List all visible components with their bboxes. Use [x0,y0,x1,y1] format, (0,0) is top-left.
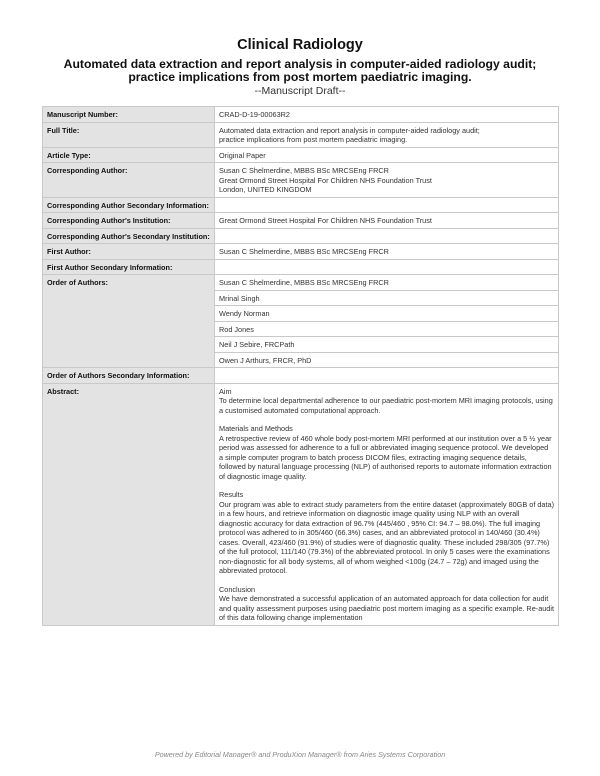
value [215,259,559,275]
row-first-author-secondary [43,259,559,275]
value [215,228,559,244]
label: Corresponding Author Secondary Information: [43,197,215,213]
value-line: London, UNITED KINGDOM [219,185,312,194]
value: Great Ormond Street Hospital For Children NHS Foundation Trust [215,213,559,229]
label: Corresponding Author: [43,163,215,198]
abstract-results [219,490,554,576]
value-line: Automated data extraction and report analysis in computer-aided radiology audit; [219,125,480,135]
row-order-of-authors [43,275,559,291]
abstract-conclusion [219,585,554,623]
label: Corresponding Author's Secondary Institution: [43,228,215,244]
section-heading: Materials and Methods [219,424,293,433]
value-line: practice implications from post mortem paediatric imaging. [219,135,408,144]
author-entry: Susan C Shelmerdine, MBBS BSc MRCSEng FRCR [215,275,559,291]
row-manuscript-number [43,107,559,123]
row-full-title [43,122,559,147]
label: Manuscript Number: [43,107,215,123]
label: First Author: [43,244,215,260]
section-text: A retrospective review of 460 whole body post-mortem MRI performed at our institution over a 5 ½ year period was assessed for adherence to a full or abbreviated imaging sequence protocol. We developed a simple computer program to batch process DICOM files, extracting imaging sequence details, followed by natural language processing (NLP) of authorised reports to automate information extraction of diagnostic image quality. [219,433,552,481]
draft-label: --Manuscript Draft-- [254,85,346,97]
author-entry: Neil J Sebire, FRCPath [215,337,559,353]
row-corresponding-secondary [43,197,559,213]
abstract-methods [219,424,554,481]
label: Abstract: [43,383,215,625]
value: CRAD-D-19-00063R2 [215,107,559,123]
footer-powered-by: Powered by Editorial Manager® and ProduXion Manager® from Aries Systems Corporation [154,750,446,759]
section-text: To determine local departmental adherence to our paediatric post-mortem MRI imaging protocols, using a customised automated computational approach. [219,396,553,415]
abstract-body [215,383,559,625]
label: Article Type: [43,147,215,163]
journal-name: Clinical Radiology [237,37,363,53]
label: First Author Secondary Information: [43,259,215,275]
section-heading: Conclusion [219,584,256,594]
row-corresponding-secondary-institution [43,228,559,244]
label: Order of Authors Secondary Information: [43,368,215,384]
author-entry: Owen J Arthurs, FRCR, PhD [215,352,559,368]
value: Susan C Shelmerdine, MBBS BSc MRCSEng FRCR [215,244,559,260]
manuscript-metadata-table [42,106,559,626]
row-abstract [43,383,559,625]
title-line-2: practice implications from post mortem paediatric imaging. [128,70,472,84]
author-entry: Wendy Norman [215,306,559,322]
value-line: Great Ormond Street Hospital For Children NHS Foundation Trust [219,175,432,185]
value [215,197,559,213]
author-entry: Mrinal Singh [215,290,559,306]
section-text: Our program was able to extract study parameters from the entire dataset (approximately 80GB of data) in a few hours, and retrieve information on diagnostic image quality using NLP with an overall diagnostic accuracy for data extraction of 96.7% (445/460 , 95% CI: 94.7 – 98.0%). The full imaging protocol was adhered to in 305/460 (66.3%) cases, and an abbreviated protocol in 140/460 (30.4%) cases. Overall, 423/460 (91.9%) of studies were of diagnostic quality. These included 298/305 (97.7%) of the full protocol, 111/140 (79.3%) of the abbreviated protocol. In only 5 cases were the examinations non-diagnostic for all body systems, all of whom weighed <100g (24.7 – 72g) and imaged using the abbreviated protocol. [219,499,555,575]
section-text: We have demonstrated a successful application of an automated approach for data collection for audit and quality assessment purposes using paediatric post mortem imaging as a specific example. Re-audit of this data following change implementation [219,594,555,622]
label: Full Title: [43,122,215,147]
row-article-type [43,147,559,163]
title-line-1: Automated data extraction and report analysis in computer-aided radiology audit; [63,57,537,71]
row-corresponding-institution [43,213,559,229]
section-heading: Results [219,490,244,499]
label: Corresponding Author's Institution: [43,213,215,229]
row-order-secondary [43,368,559,384]
row-first-author [43,244,559,260]
value [215,368,559,384]
row-corresponding-author [43,163,559,198]
value [215,122,559,147]
value: Original Paper [215,147,559,163]
value-line: Susan C Shelmerdine, MBBS BSc MRCSEng FRCR [219,166,389,175]
section-heading: Aim [219,386,232,396]
author-entry: Rod Jones [215,321,559,337]
value [215,163,559,198]
label: Order of Authors: [43,275,215,368]
abstract-aim [219,387,554,416]
manuscript-title [40,58,560,84]
